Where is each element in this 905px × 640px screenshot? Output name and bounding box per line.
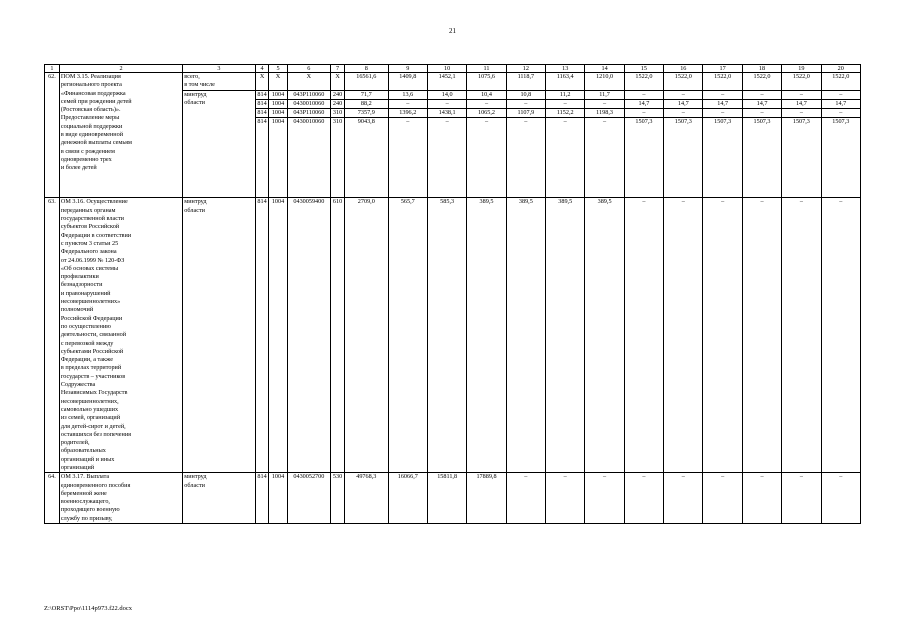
table-cell: – [821, 109, 860, 118]
table-cell: – [782, 109, 821, 118]
table-cell: 2709,0 [344, 198, 388, 473]
table-cell: 0430010060 [287, 118, 331, 198]
column-header: 9 [388, 65, 427, 73]
table-cell: – [427, 118, 466, 198]
table-cell: – [546, 118, 585, 198]
table-cell: – [585, 118, 624, 198]
table-cell: – [742, 90, 781, 99]
table-cell: 11,7 [585, 90, 624, 99]
table-cell: – [742, 109, 781, 118]
table-cell: 1198,3 [585, 109, 624, 118]
file-path-footer: Z:\ORST\Ppo\1114p973.f22.docx [44, 605, 132, 612]
table-cell: 389,5 [585, 198, 624, 473]
table-cell: – [664, 109, 703, 118]
column-header: 18 [742, 65, 781, 73]
table-cell: 1507,3 [782, 118, 821, 198]
table-cell: 585,3 [427, 198, 466, 473]
column-header: 15 [624, 65, 663, 73]
row-number: 63. [45, 198, 60, 473]
table-cell: X [287, 73, 331, 91]
column-header: 14 [585, 65, 624, 73]
column-header: 11 [467, 65, 506, 73]
table-cell: 814 [255, 473, 269, 524]
column-header: 10 [427, 65, 466, 73]
table-cell: 13,6 [388, 90, 427, 99]
table-cell: 1507,3 [664, 118, 703, 198]
table-cell: 1065,2 [467, 109, 506, 118]
table-cell: 1004 [269, 109, 287, 118]
table-cell: – [624, 90, 663, 99]
row-description: ОМ 3.16. Осуществление переданных органам государственной власти субъектов Российской Федерации в соответствии с пунктом 3 статьи 25 Федерального закона от 24.06.1999 № 120-ФЗ «Об основах системы профилактики безнадзорности и правонарушений несовершеннолетних» полномочий Российской Федерации по осуществлению деятельности, связанной с перевозкой между субъектами Российской Федерации, а также в пределах территорий государств – участников Содружества Независимых Государств несовершеннолетних, самовольно ушедших из семей, организаций для детей-сирот и детей, оставшихся без попечения родителей, образовательных организаций и иных организаций [59, 198, 182, 473]
table-cell: 14,7 [624, 99, 663, 108]
column-header: 1 [45, 65, 60, 73]
budget-table [44, 64, 861, 524]
table-cell: 1409,8 [388, 73, 427, 91]
table-cell: – [742, 473, 781, 524]
table-cell: 1507,3 [821, 118, 860, 198]
table-cell: 10,8 [506, 90, 545, 99]
table-cell: 240 [331, 99, 345, 108]
row-number: 62. [45, 73, 60, 198]
table-cell: – [546, 99, 585, 108]
table-cell: X [331, 73, 345, 91]
table-cell: 1522,0 [703, 73, 742, 91]
table-cell: – [821, 198, 860, 473]
table-cell: 1507,3 [742, 118, 781, 198]
table-cell: 1163,4 [546, 73, 585, 91]
row-number: 64. [45, 473, 60, 524]
table-cell: – [664, 198, 703, 473]
table-cell: – [742, 198, 781, 473]
table-cell: 1396,2 [388, 109, 427, 118]
table-cell: 1522,0 [821, 73, 860, 91]
column-header: 13 [546, 65, 585, 73]
table-cell: 043P110060 [287, 109, 331, 118]
table-cell: – [703, 90, 742, 99]
table-cell: 14,7 [821, 99, 860, 108]
table-cell: 71,7 [344, 90, 388, 99]
table-cell: 0430059400 [287, 198, 331, 473]
row-executor: минтруд области [183, 473, 255, 524]
table-cell: 11,2 [546, 90, 585, 99]
table-cell: X [269, 73, 287, 91]
table-cell: 14,7 [782, 99, 821, 108]
table-cell: 1004 [269, 118, 287, 198]
table-cell: 14,7 [742, 99, 781, 108]
table-cell: 814 [255, 198, 269, 473]
table-cell: – [624, 473, 663, 524]
table-cell: – [782, 198, 821, 473]
table-cell: 1522,0 [782, 73, 821, 91]
table-cell: 1152,2 [546, 109, 585, 118]
column-header: 2 [59, 65, 182, 73]
table-cell: 565,7 [388, 198, 427, 473]
row-description: ПОМ 3.15. Реализация регионального проекта «Финансовая поддержка семей при рождении детей (Ростовская область)». Предоставление меры социальной поддержки в виде единовременной денежной выплаты семьям в связи с рождением одновременно трех и более детей [59, 73, 182, 198]
table-cell: – [585, 99, 624, 108]
table-cell: 389,5 [546, 198, 585, 473]
column-header: 20 [821, 65, 860, 73]
table-cell: – [624, 198, 663, 473]
column-header: 4 [255, 65, 269, 73]
table-cell: 1118,7 [506, 73, 545, 91]
table-cell: 310 [331, 109, 345, 118]
table-cell: 814 [255, 99, 269, 108]
column-header: 5 [269, 65, 287, 73]
row-executor: всего, в том числе [183, 73, 255, 91]
table-cell: 1507,3 [624, 118, 663, 198]
table-cell: 1507,3 [703, 118, 742, 198]
table-cell: 0430052700 [287, 473, 331, 524]
table-cell: X [255, 73, 269, 91]
table-cell: 043P110060 [287, 90, 331, 99]
table-cell: 1004 [269, 473, 287, 524]
column-header: 3 [183, 65, 255, 73]
table-cell: – [506, 473, 545, 524]
table-cell: – [664, 90, 703, 99]
table-cell: 814 [255, 109, 269, 118]
row-description: ОМ 3.17. Выплата единовременного пособия беременной жене военнослужащего, проходящего военную службу по призыву, [59, 473, 182, 524]
column-header: 16 [664, 65, 703, 73]
table-cell: 14,7 [664, 99, 703, 108]
column-header: 6 [287, 65, 331, 73]
table-cell: 1075,6 [467, 73, 506, 91]
table-cell: 16561,6 [344, 73, 388, 91]
column-header: 7 [331, 65, 345, 73]
table-cell: 88,2 [344, 99, 388, 108]
table-cell: 389,5 [467, 198, 506, 473]
page-number: 21 [449, 27, 456, 35]
table-cell: 1004 [269, 90, 287, 99]
table-cell: 1004 [269, 99, 287, 108]
table-row [45, 198, 861, 473]
table-cell: 16066,7 [388, 473, 427, 524]
table-cell: 240 [331, 90, 345, 99]
table-cell: – [624, 109, 663, 118]
table-cell: – [467, 118, 506, 198]
table-cell: 1210,0 [585, 73, 624, 91]
table-cell: 49768,3 [344, 473, 388, 524]
table-cell: 610 [331, 198, 345, 473]
table-cell: 7357,9 [344, 109, 388, 118]
table-cell: 389,5 [506, 198, 545, 473]
table-cell: – [467, 99, 506, 108]
table-cell: 1438,1 [427, 109, 466, 118]
column-header: 8 [344, 65, 388, 73]
table-row [45, 73, 861, 91]
table-cell: – [703, 109, 742, 118]
table-cell: 15811,8 [427, 473, 466, 524]
table-cell: 310 [331, 118, 345, 198]
table-cell: – [388, 99, 427, 108]
table-cell: – [703, 473, 742, 524]
column-header: 17 [703, 65, 742, 73]
table-cell: – [821, 473, 860, 524]
table-cell: – [427, 99, 466, 108]
table-cell: 1522,0 [664, 73, 703, 91]
table-cell: 14,0 [427, 90, 466, 99]
table-cell: 814 [255, 90, 269, 99]
table-cell: – [782, 473, 821, 524]
table-cell: 1522,0 [742, 73, 781, 91]
table-cell: 1452,1 [427, 73, 466, 91]
row-executor: минтруд области [183, 90, 255, 198]
table-cell: 1107,9 [506, 109, 545, 118]
table-cell: – [388, 118, 427, 198]
row-executor: минтруд области [183, 198, 255, 473]
table-cell: – [506, 118, 545, 198]
table-cell: 9043,8 [344, 118, 388, 198]
table-row [45, 473, 861, 524]
table-cell: 0430010060 [287, 99, 331, 108]
table-cell: – [821, 90, 860, 99]
table-cell: 14,7 [703, 99, 742, 108]
table-cell: – [585, 473, 624, 524]
table-cell: 10,4 [467, 90, 506, 99]
column-number-row [45, 65, 861, 73]
table-cell: – [506, 99, 545, 108]
table-cell: – [546, 473, 585, 524]
column-header: 19 [782, 65, 821, 73]
table-cell: 530 [331, 473, 345, 524]
table-cell: 814 [255, 118, 269, 198]
table-cell: 1004 [269, 198, 287, 473]
table-cell: 17889,8 [467, 473, 506, 524]
table-cell: 1522,0 [624, 73, 663, 91]
table-cell: – [664, 473, 703, 524]
column-header: 12 [506, 65, 545, 73]
table-cell: – [782, 90, 821, 99]
table-cell: – [703, 198, 742, 473]
